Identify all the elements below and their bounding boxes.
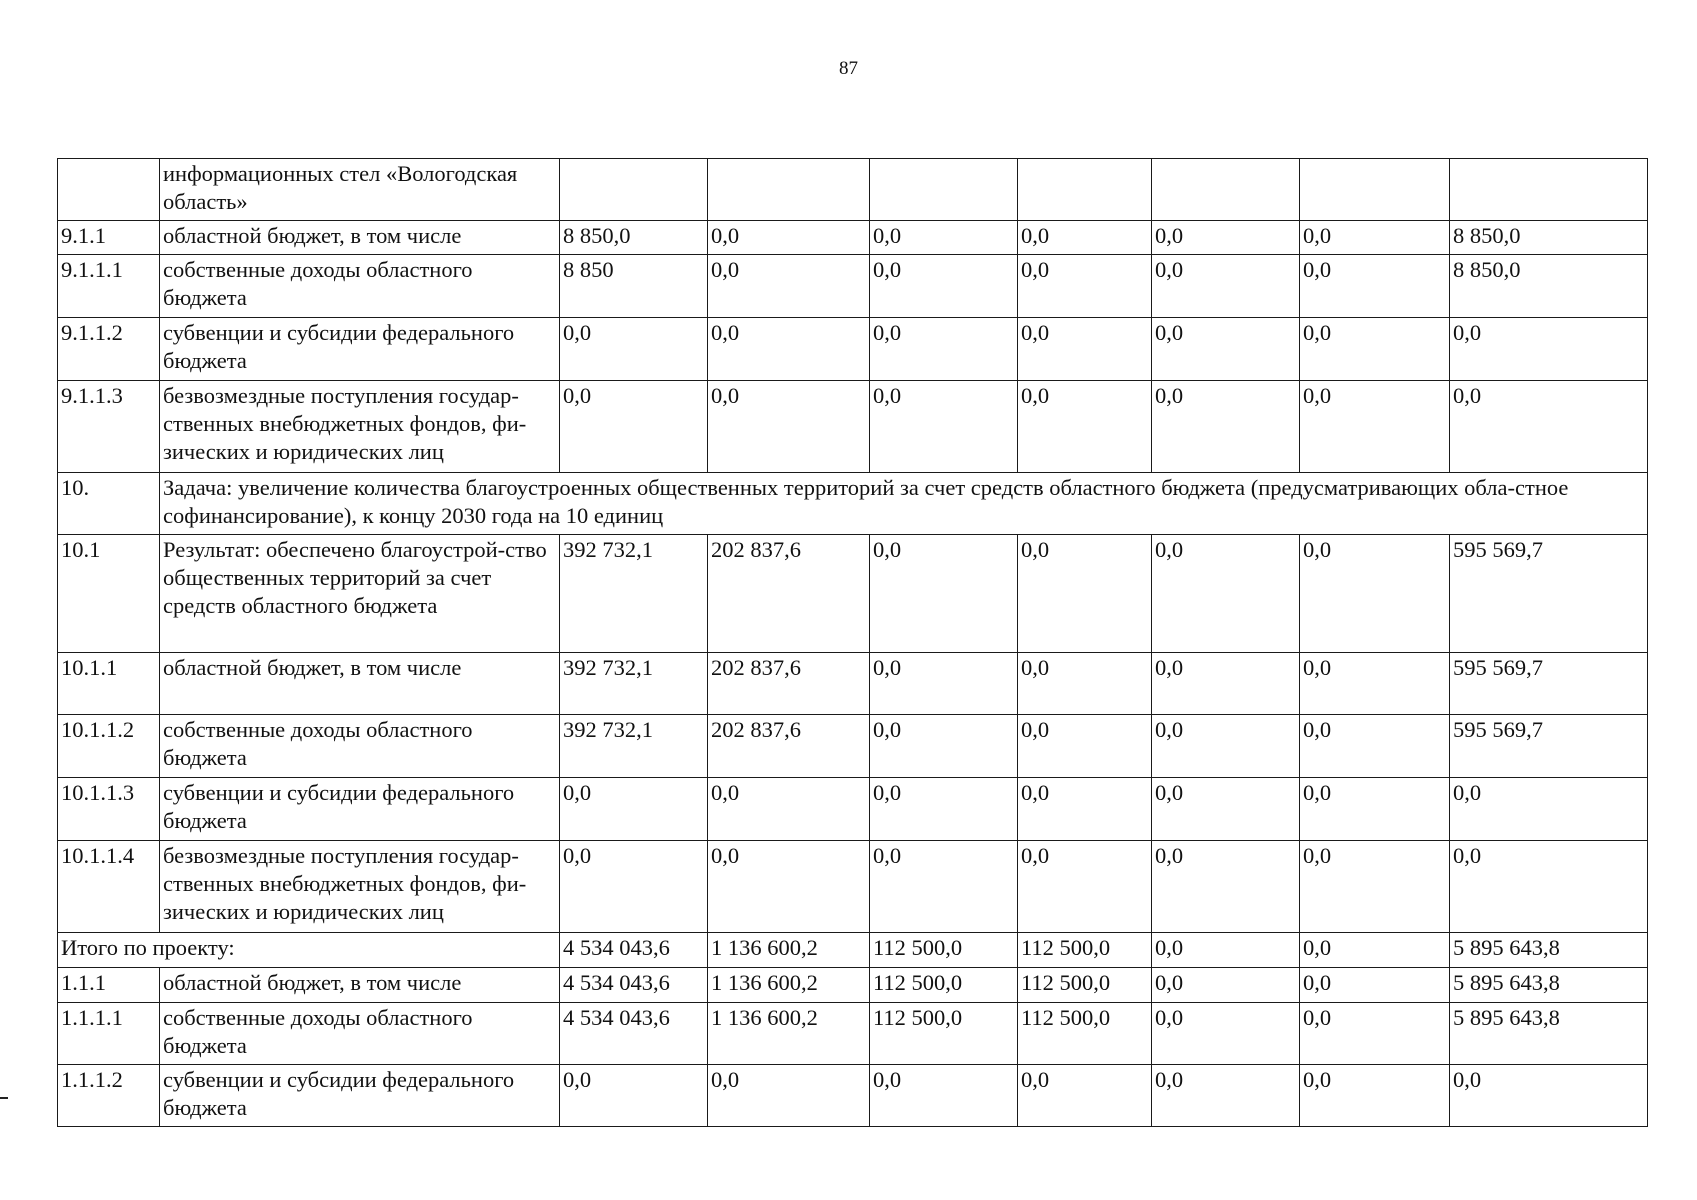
value-cell: 0,0: [1152, 715, 1300, 778]
value-cell: [1300, 159, 1450, 221]
value-cell: 0,0: [1300, 653, 1450, 715]
table-row: [58, 653, 1648, 715]
value-cell: 392 732,1: [560, 715, 708, 778]
value-cell: 0,0: [560, 1065, 708, 1127]
row-name: субвенции и субсидии федерального бюджета: [160, 318, 560, 381]
value-cell: 4 534 043,6: [560, 968, 708, 1003]
value-cell: 5 895 643,8: [1450, 1003, 1648, 1065]
value-cell: 0,0: [1300, 381, 1450, 473]
value-cell: 8 850,0: [1450, 255, 1648, 318]
value-cell: 0,0: [1300, 841, 1450, 933]
value-cell: 0,0: [1018, 255, 1152, 318]
value-cell: 0,0: [708, 778, 870, 841]
table-row: [58, 1065, 1648, 1127]
table-row: [58, 473, 1648, 535]
value-cell: 0,0: [1300, 318, 1450, 381]
row-name: безвозмездные поступления государ-ственных внебюджетных фондов, фи-зических и юридических лиц: [160, 841, 560, 933]
value-cell: 0,0: [560, 318, 708, 381]
row-code: 9.1.1.2: [58, 318, 160, 381]
value-cell: 0,0: [1300, 221, 1450, 255]
table-row: [58, 933, 1648, 968]
value-cell: 0,0: [1018, 535, 1152, 653]
row-code: 10.1.1.3: [58, 778, 160, 841]
value-cell: 0,0: [1018, 778, 1152, 841]
table-row: [58, 778, 1648, 841]
value-cell: 0,0: [1018, 653, 1152, 715]
value-cell: 112 500,0: [870, 968, 1018, 1003]
row-code: [58, 159, 160, 221]
value-cell: 0,0: [708, 381, 870, 473]
value-cell: 202 837,6: [708, 653, 870, 715]
value-cell: 0,0: [870, 381, 1018, 473]
table-row: [58, 221, 1648, 255]
value-cell: 0,0: [1152, 1065, 1300, 1127]
row-code: 9.1.1: [58, 221, 160, 255]
value-cell: 0,0: [1152, 653, 1300, 715]
value-cell: 392 732,1: [560, 653, 708, 715]
value-cell: 0,0: [870, 653, 1018, 715]
value-cell: 4 534 043,6: [560, 1003, 708, 1065]
margin-mark: [0, 1097, 8, 1099]
row-code: 10.1: [58, 535, 160, 653]
value-cell: 0,0: [1450, 778, 1648, 841]
table-row: [58, 535, 1648, 653]
value-cell: 1 136 600,2: [708, 933, 870, 968]
value-cell: 0,0: [708, 841, 870, 933]
value-cell: 0,0: [708, 255, 870, 318]
table-row: [58, 159, 1648, 221]
value-cell: 0,0: [1152, 1003, 1300, 1065]
value-cell: 0,0: [560, 841, 708, 933]
value-cell: 0,0: [870, 318, 1018, 381]
value-cell: 112 500,0: [870, 1003, 1018, 1065]
value-cell: 0,0: [1152, 933, 1300, 968]
value-cell: 0,0: [1300, 1065, 1450, 1127]
row-name: информационных стел «Вологодская область»: [160, 159, 560, 221]
row-name: собственные доходы областного бюджета: [160, 715, 560, 778]
value-cell: 0,0: [1018, 381, 1152, 473]
row-code: 10.1.1.2: [58, 715, 160, 778]
value-cell: 0,0: [1018, 1065, 1152, 1127]
value-cell: 112 500,0: [870, 933, 1018, 968]
value-cell: 0,0: [1018, 715, 1152, 778]
value-cell: 0,0: [1152, 381, 1300, 473]
value-cell: 0,0: [1018, 221, 1152, 255]
row-name: субвенции и субсидии федерального бюджета: [160, 1065, 560, 1127]
value-cell: 0,0: [1300, 968, 1450, 1003]
value-cell: 112 500,0: [1018, 968, 1152, 1003]
total-label: Итого по проекту:: [58, 933, 560, 968]
value-cell: 0,0: [1300, 715, 1450, 778]
value-cell: 8 850,0: [560, 221, 708, 255]
table-body: [58, 159, 1648, 1127]
value-cell: 112 500,0: [1018, 1003, 1152, 1065]
page-number: 87: [839, 58, 858, 79]
value-cell: [560, 159, 708, 221]
table-row: [58, 255, 1648, 318]
row-name: субвенции и субсидии федерального бюджета: [160, 778, 560, 841]
value-cell: 0,0: [1450, 1065, 1648, 1127]
value-cell: 0,0: [1300, 933, 1450, 968]
row-name: областной бюджет, в том числе: [160, 968, 560, 1003]
row-name: областной бюджет, в том числе: [160, 221, 560, 255]
value-cell: 0,0: [1450, 318, 1648, 381]
value-cell: 0,0: [1018, 318, 1152, 381]
value-cell: [1018, 159, 1152, 221]
value-cell: 8 850: [560, 255, 708, 318]
table-row: [58, 715, 1648, 778]
value-cell: 0,0: [870, 841, 1018, 933]
value-cell: 0,0: [1152, 778, 1300, 841]
value-cell: 0,0: [560, 778, 708, 841]
table-row: [58, 318, 1648, 381]
value-cell: 0,0: [1450, 841, 1648, 933]
value-cell: 392 732,1: [560, 535, 708, 653]
value-cell: 0,0: [870, 221, 1018, 255]
row-code: 1.1.1: [58, 968, 160, 1003]
value-cell: 595 569,7: [1450, 535, 1648, 653]
value-cell: 202 837,6: [708, 535, 870, 653]
value-cell: 0,0: [1152, 255, 1300, 318]
value-cell: 0,0: [1300, 778, 1450, 841]
value-cell: [1450, 159, 1648, 221]
value-cell: 5 895 643,8: [1450, 933, 1648, 968]
task-description: Задача: увеличение количества благоустроенных общественных территорий за счет средств областного бюджета (предусматривающих обла-стное софинансирование), к концу 2030 года на 10 единиц: [160, 473, 1648, 535]
value-cell: 0,0: [1152, 221, 1300, 255]
value-cell: 0,0: [708, 318, 870, 381]
value-cell: 0,0: [870, 715, 1018, 778]
value-cell: 0,0: [1450, 381, 1648, 473]
value-cell: 0,0: [1152, 535, 1300, 653]
table-row: [58, 381, 1648, 473]
value-cell: 0,0: [870, 255, 1018, 318]
value-cell: 5 895 643,8: [1450, 968, 1648, 1003]
row-code: 1.1.1.1: [58, 1003, 160, 1065]
row-name: Результат: обеспечено благоустрой-ство общественных территорий за счет средств областного бюджета: [160, 535, 560, 653]
value-cell: 0,0: [870, 778, 1018, 841]
value-cell: 0,0: [870, 535, 1018, 653]
value-cell: 0,0: [708, 221, 870, 255]
value-cell: 1 136 600,2: [708, 1003, 870, 1065]
value-cell: 0,0: [560, 381, 708, 473]
value-cell: 112 500,0: [1018, 933, 1152, 968]
row-code: 10.1.1.4: [58, 841, 160, 933]
value-cell: 0,0: [1018, 841, 1152, 933]
value-cell: 0,0: [1152, 841, 1300, 933]
value-cell: [708, 159, 870, 221]
table-row: [58, 968, 1648, 1003]
value-cell: 0,0: [1152, 968, 1300, 1003]
row-code: 9.1.1.3: [58, 381, 160, 473]
table-row: [58, 1003, 1648, 1065]
row-name: собственные доходы областного бюджета: [160, 1003, 560, 1065]
row-name: безвозмездные поступления государ-ственных внебюджетных фондов, фи-зических и юридических лиц: [160, 381, 560, 473]
value-cell: [1152, 159, 1300, 221]
value-cell: 0,0: [1152, 318, 1300, 381]
budget-table: [57, 158, 1648, 1127]
row-name: собственные доходы областного бюджета: [160, 255, 560, 318]
value-cell: 1 136 600,2: [708, 968, 870, 1003]
table-row: [58, 841, 1648, 933]
row-code: 1.1.1.2: [58, 1065, 160, 1127]
row-code: 9.1.1.1: [58, 255, 160, 318]
value-cell: 0,0: [708, 1065, 870, 1127]
value-cell: [870, 159, 1018, 221]
value-cell: 8 850,0: [1450, 221, 1648, 255]
value-cell: 0,0: [1300, 1003, 1450, 1065]
value-cell: 0,0: [870, 1065, 1018, 1127]
value-cell: 595 569,7: [1450, 653, 1648, 715]
value-cell: 0,0: [1300, 535, 1450, 653]
row-code: 10.: [58, 473, 160, 535]
value-cell: 202 837,6: [708, 715, 870, 778]
row-code: 10.1.1: [58, 653, 160, 715]
value-cell: 4 534 043,6: [560, 933, 708, 968]
row-name: областной бюджет, в том числе: [160, 653, 560, 715]
value-cell: 0,0: [1300, 255, 1450, 318]
value-cell: 595 569,7: [1450, 715, 1648, 778]
